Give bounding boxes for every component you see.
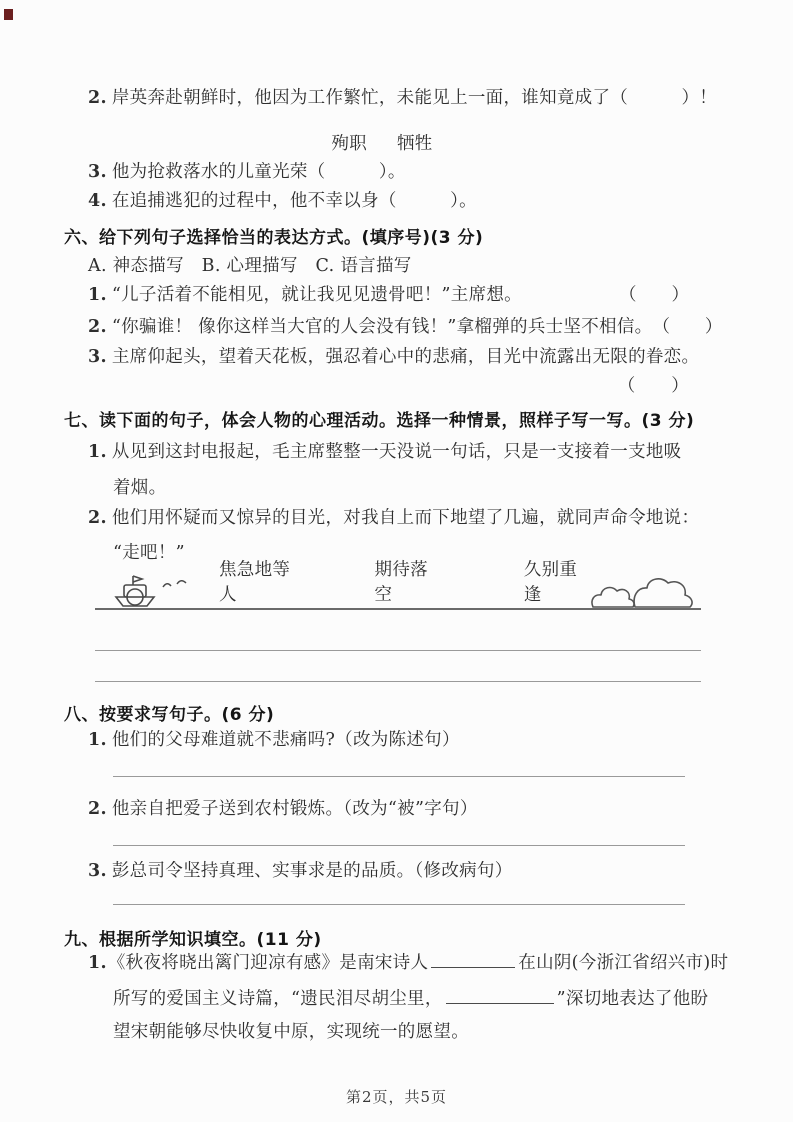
item-number: 3. xyxy=(88,347,107,367)
item-text: 他亲自把爱子送到农村锻炼。（改为“被”字句） xyxy=(111,799,478,819)
q9-item-1-line-3: 望宋朝能够尽快收复中原，实现统一的愿望。 xyxy=(113,1022,469,1042)
q5-item-2 xyxy=(88,88,717,110)
item-number: 1. xyxy=(88,730,107,750)
answer-line xyxy=(113,845,685,846)
item-text: 在追捕逃犯的过程中，他不幸以身（ ）。 xyxy=(111,191,477,211)
clouds-icon xyxy=(589,574,701,608)
scene-phrase: 期待落空 xyxy=(374,560,428,605)
item-text: 他们的父母难道就不悲痛吗?（改为陈述句） xyxy=(111,730,460,750)
item-number: 1. xyxy=(88,953,107,973)
q6-options: A. 神态描写 B. 心理描写 C. 语言描写 xyxy=(88,256,412,276)
q8-item-3 xyxy=(88,861,513,883)
section-6-title: 六、给下列句子选择恰当的表达方式。(填序号)(3 分) xyxy=(64,228,484,248)
boat-icon xyxy=(113,572,157,608)
item-number: 2. xyxy=(88,88,107,108)
q8-item-2 xyxy=(88,799,478,821)
answer-bracket: （ ） xyxy=(619,285,689,305)
word-bank-word: 殉职 xyxy=(331,134,367,154)
q6-item-3-bracket: （ ） xyxy=(617,376,689,396)
answer-line xyxy=(95,681,701,682)
q7-item-1-line-2: 着烟。 xyxy=(113,478,167,498)
q6-item-1 xyxy=(88,285,689,307)
fill-in-blank xyxy=(431,952,515,968)
scene-phrase: 久别重逢 xyxy=(523,560,578,605)
item-number: 2. xyxy=(88,799,107,819)
section-7-title: 七、读下面的句子，体会人物的心理活动。选择一种情景，照样子写一写。(3 分) xyxy=(64,411,695,431)
item-text: 在山阴(今浙江省绍兴市)时 xyxy=(518,953,729,973)
q7-item-1-line-1 xyxy=(88,442,681,464)
item-text: 岸英奔赴朝鲜时，他因为工作繁忙，未能见上一面，谁知竟成了（ ）！ xyxy=(111,88,718,108)
item-number: 2. xyxy=(88,508,107,528)
q7-item-2-line-2: “走吧！” xyxy=(113,543,185,563)
page-number: 第2页，共5页 xyxy=(345,1088,448,1106)
item-text: 彭总司令坚持真理、实事求是的品质。（修改病句） xyxy=(111,861,513,881)
birds-icon xyxy=(161,578,191,590)
q9-item-1-line-1 xyxy=(88,952,728,975)
q9-item-1-line-2 xyxy=(113,988,708,1011)
answer-bracket: （ ） xyxy=(652,317,723,337)
item-text: 他为抢救落水的儿童光荣（ ）。 xyxy=(111,162,406,182)
section-9-title: 九、根据所学知识填空。(11 分) xyxy=(64,930,322,950)
item-text: 2. “你骗谁！ 像你这样当大官的人会没有钱！”拿榴弹的兵士坚不相信。 xyxy=(88,317,653,337)
q8-item-1 xyxy=(88,730,460,752)
answer-line xyxy=(95,650,701,651)
item-number: 2. xyxy=(88,317,107,337)
answer-line xyxy=(113,776,685,777)
word-bank-word: 牺牲 xyxy=(397,134,433,154)
item-text: 他们用怀疑而又惊异的目光，对我自上而下地望了几遍，就同声命令地说： xyxy=(111,508,700,528)
item-number: 1. xyxy=(88,285,107,305)
item-number: 4. xyxy=(88,191,107,211)
q5-item-3 xyxy=(88,162,406,184)
section-8-title: 八、按要求写句子。(6 分) xyxy=(64,705,275,725)
q6-item-3 xyxy=(88,347,699,369)
fill-in-blank xyxy=(446,988,554,1004)
item-number: 3. xyxy=(88,162,107,182)
scene-prompt-strip xyxy=(95,560,701,610)
item-text: 《秋夜将晓出篱门迎凉有感》是南宋诗人 xyxy=(107,953,429,973)
item-text: ”深切地表达了他盼 xyxy=(556,989,709,1009)
page-corner-mark xyxy=(4,9,13,20)
item-text: 从见到这封电报起，毛主席整整一天没说一句话，只是一支接着一支地吸 xyxy=(111,442,682,462)
item-text: 1. “儿子活着不能相见，就让我见见遗骨吧！”主席想。 xyxy=(88,285,522,305)
q5-item-4 xyxy=(88,191,477,213)
q7-item-2-line-1 xyxy=(88,508,699,530)
item-text: 主席仰起头，望着天花板，强忍着心中的悲痛，目光中流露出无限的眷恋。 xyxy=(111,347,700,367)
item-number: 3. xyxy=(88,861,107,881)
item-text: 所写的爱国主义诗篇，“遗民泪尽胡尘里， xyxy=(113,989,443,1009)
word-bank xyxy=(64,134,700,156)
scene-phrase: 焦急地等人 xyxy=(219,560,291,605)
q6-item-2 xyxy=(88,317,723,339)
answer-line xyxy=(113,904,685,905)
item-number: 1. xyxy=(88,442,107,462)
